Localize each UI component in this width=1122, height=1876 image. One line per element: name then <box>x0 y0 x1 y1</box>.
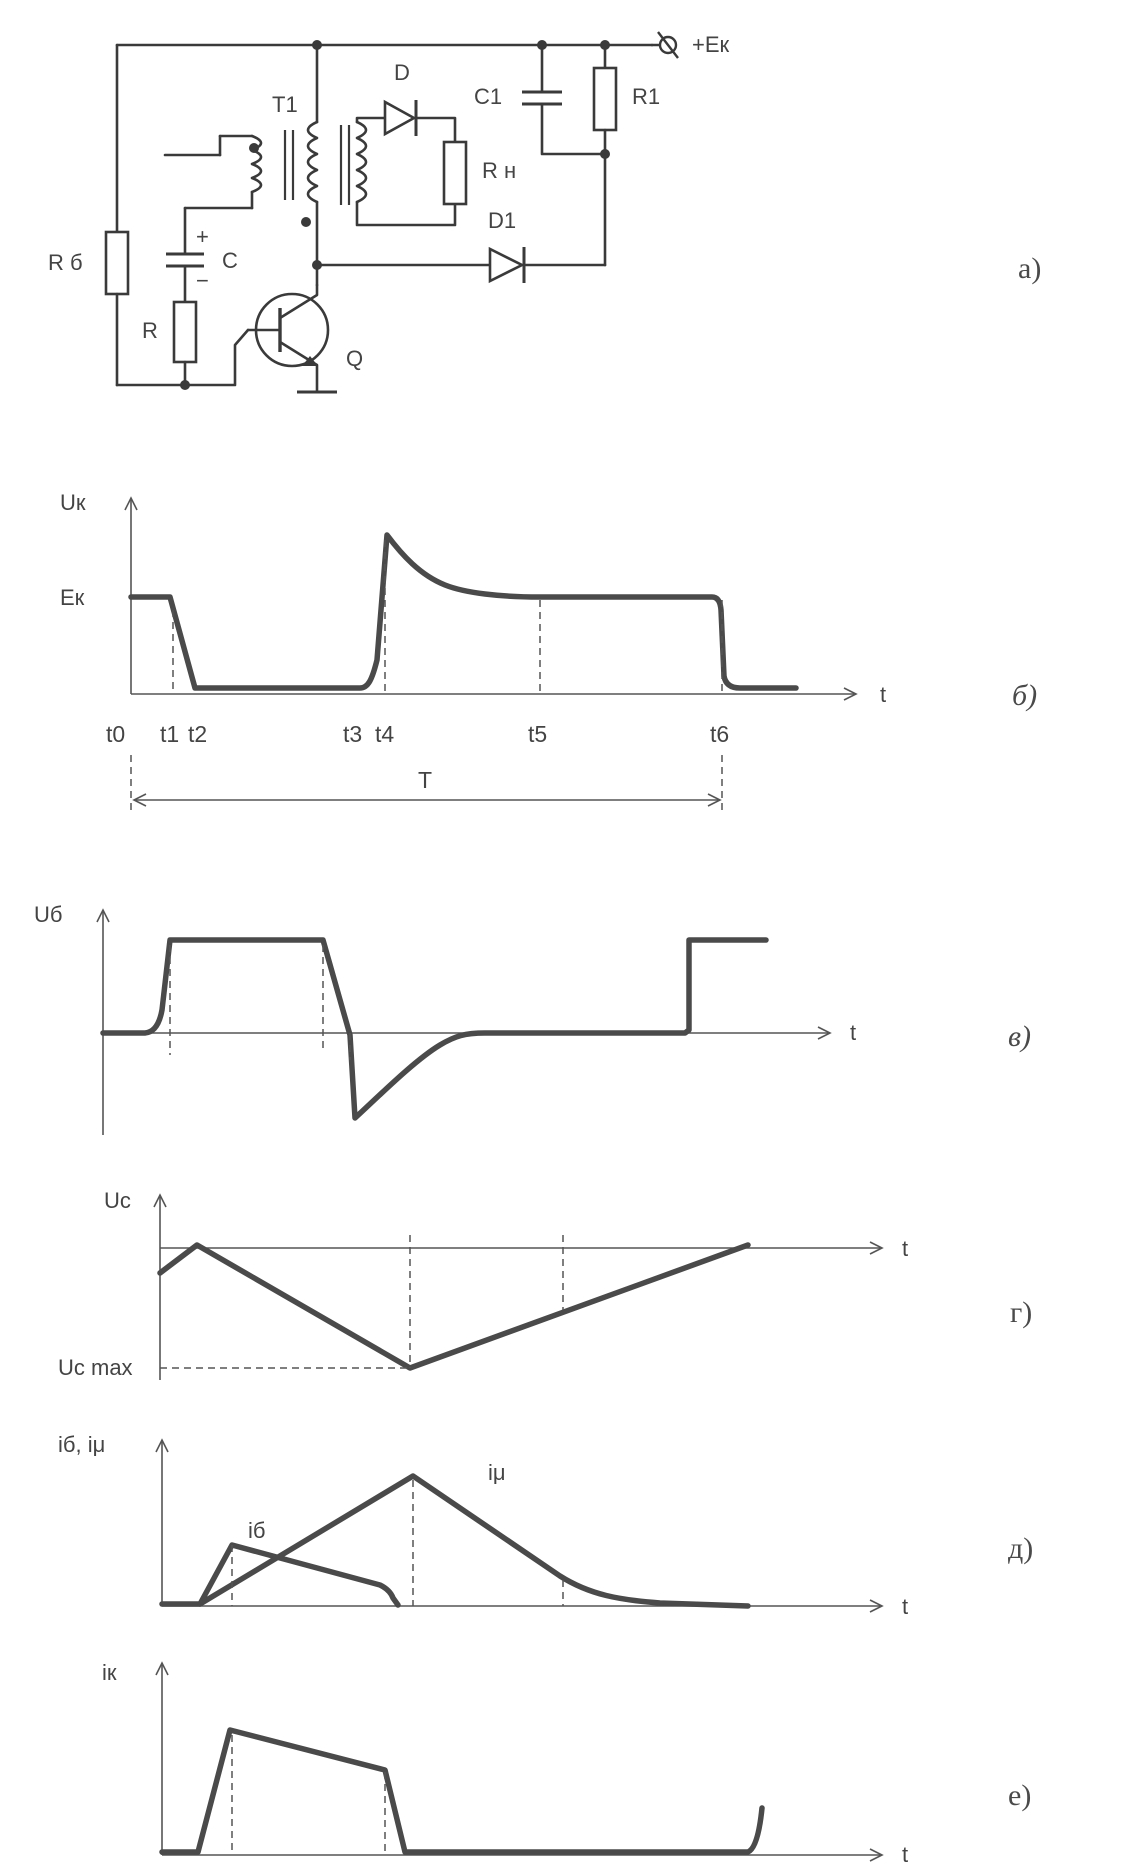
resistor-r1 <box>594 68 616 130</box>
rn-label: R н <box>482 158 517 183</box>
plot-b-tick-t3: t3 <box>343 721 363 747</box>
plot-b-tick-t6: t6 <box>710 721 730 747</box>
plot-v-panel-tag: в) <box>1008 1020 1032 1053</box>
plot-v <box>34 902 1031 1135</box>
plot-e <box>102 1660 1031 1867</box>
plot-d-panel-tag: д) <box>1008 1532 1034 1565</box>
plot-d-imu-label: iμ <box>488 1460 506 1485</box>
secondary-winding <box>357 122 366 202</box>
top-node-primary <box>312 40 322 50</box>
c1-label: C1 <box>474 84 503 109</box>
plot-v-y-label: Uб <box>34 902 63 927</box>
plot-e-panel-tag: е) <box>1008 1779 1032 1812</box>
diode-d1 <box>490 249 522 281</box>
plot-b-tick-t4: t4 <box>375 721 395 747</box>
d-to-rn-wire <box>416 118 455 142</box>
c-label: C <box>222 248 238 273</box>
plot-g-panel-tag: г) <box>1010 1296 1033 1329</box>
r1-label: R1 <box>632 84 661 109</box>
r-label: R <box>142 318 158 343</box>
plot-e-y-label: iк <box>102 1660 117 1685</box>
diode-d <box>385 102 414 134</box>
plot-b-period-label: T <box>418 767 433 793</box>
resistor-r <box>174 302 196 362</box>
plot-b-panel-tag: б) <box>1012 679 1038 712</box>
rb-label: R б <box>48 250 83 275</box>
plot-b-y-label: Uк <box>60 490 86 515</box>
plot-d <box>58 1432 1033 1619</box>
plot-d-t-label: t <box>902 1594 909 1619</box>
secondary-bottom-wire <box>357 202 455 225</box>
plot-b-t-label: t <box>880 682 887 707</box>
plot-g <box>58 1188 1032 1380</box>
resistor-rb <box>106 232 128 294</box>
q-label: Q <box>346 346 364 371</box>
primary-dot <box>301 217 311 227</box>
plot-b-trace <box>131 535 796 688</box>
resistor-rn <box>444 142 466 204</box>
plot-b-tick-t2: t2 <box>188 721 208 747</box>
plot-v-trace <box>103 940 766 1118</box>
c-minus-label: − <box>196 268 209 293</box>
plot-g-t-label: t <box>902 1236 909 1261</box>
plot-g-y-label: Uc <box>104 1188 131 1213</box>
plot-e-trace <box>162 1730 762 1852</box>
plot-d-ib-label: iб <box>248 1518 266 1543</box>
plot-b-tick-t5: t5 <box>528 721 548 747</box>
plot-g-trace <box>160 1245 748 1368</box>
circuit-schematic <box>48 32 1041 392</box>
primary-winding <box>308 122 317 202</box>
plot-v-t-label: t <box>850 1020 857 1045</box>
d-label: D <box>394 60 410 85</box>
plot-e-t-label: t <box>902 1842 909 1867</box>
plot-g-level-label: Uc max <box>58 1355 133 1380</box>
secondary-top-wire <box>357 118 385 122</box>
t1-label: T1 <box>272 92 298 117</box>
plot-b-level-label: Eк <box>60 585 85 610</box>
plot-b-tick-t0: t0 <box>106 721 126 747</box>
plot-b <box>60 490 1037 812</box>
d1-label: D1 <box>488 208 517 233</box>
c-plus-label: + <box>196 224 209 249</box>
plot-d-y-label: iб, iμ <box>58 1432 106 1457</box>
supply-label: +Eк <box>692 32 730 57</box>
feedback-dot <box>249 143 259 153</box>
r1-bottom-node <box>600 149 610 159</box>
plot-b-tick-t1: t1 <box>160 721 180 747</box>
panel-a-tag: а) <box>1018 252 1042 285</box>
plot-d-imu-trace <box>200 1476 748 1606</box>
